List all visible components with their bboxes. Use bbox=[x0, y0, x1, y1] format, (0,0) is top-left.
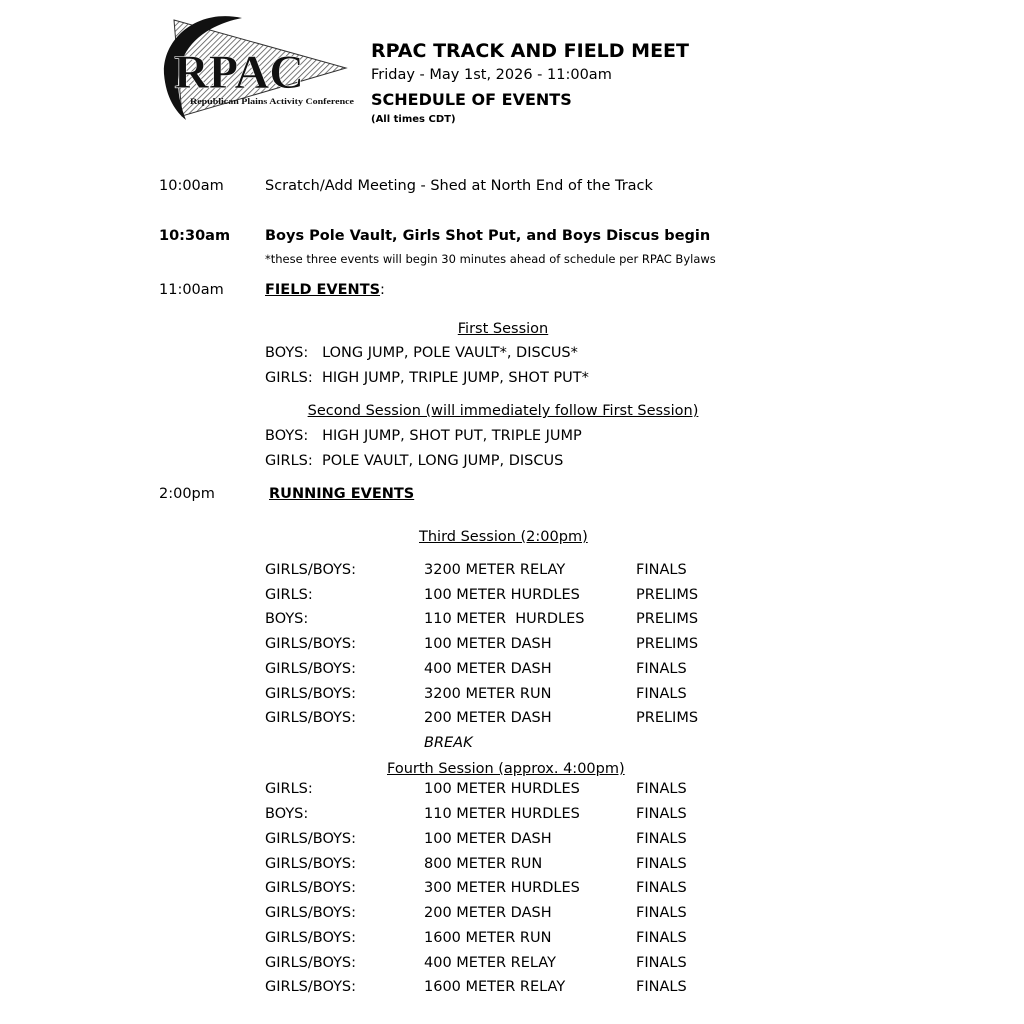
gender-cell: GIRLS: bbox=[265, 587, 313, 603]
round-cell: FINALS bbox=[636, 930, 687, 946]
round-cell: FINALS bbox=[636, 831, 687, 847]
time-10-30am: 10:30am bbox=[159, 228, 231, 244]
round-cell: FINALS bbox=[636, 661, 687, 677]
second-session-title: Second Session (will immediately follow First Session) bbox=[307, 403, 699, 419]
timezone-note: (All times CDT) bbox=[371, 114, 456, 125]
event-cell: 200 METER DASH bbox=[424, 905, 552, 921]
event-cell: 400 METER RELAY bbox=[424, 955, 556, 971]
first-session-title: First Session bbox=[457, 321, 549, 337]
event-cell: 400 METER DASH bbox=[424, 661, 552, 677]
gender-cell: GIRLS/BOYS: bbox=[265, 562, 357, 578]
event-cell: 100 METER HURDLES bbox=[424, 587, 580, 603]
fourth-session-title: Fourth Session (approx. 4:00pm) bbox=[387, 761, 625, 777]
scratch-meeting-text: Scratch/Add Meeting - Shed at North End of the Track bbox=[265, 178, 653, 194]
gender-cell: GIRLS/BOYS: bbox=[265, 955, 357, 971]
gender-cell: GIRLS/BOYS: bbox=[265, 686, 357, 702]
time-10-00am: 10:00am bbox=[159, 178, 224, 194]
gender-cell: GIRLS/BOYS: bbox=[265, 636, 357, 652]
logo-tagline: Republican Plains Activity Conference bbox=[190, 96, 355, 106]
event-cell: 3200 METER RUN bbox=[424, 686, 552, 702]
round-cell: FINALS bbox=[636, 880, 687, 896]
field-events-label: FIELD EVENTS bbox=[265, 282, 381, 298]
round-cell: FINALS bbox=[636, 562, 687, 578]
time-2-00pm: 2:00pm bbox=[159, 486, 215, 502]
running-events-heading: RUNNING EVENTS bbox=[269, 486, 415, 502]
break-label: BREAK bbox=[424, 735, 473, 751]
round-cell: PRELIMS bbox=[636, 710, 699, 726]
round-cell: FINALS bbox=[636, 905, 687, 921]
early-events-note: *these three events will begin 30 minutes ahead of schedule per RPAC Bylaws bbox=[265, 252, 716, 266]
logo-letters: RPAC bbox=[174, 46, 304, 99]
event-cell: 100 METER DASH bbox=[424, 636, 552, 652]
time-11-00am: 11:00am bbox=[159, 282, 224, 298]
second-session-girls: GIRLS: POLE VAULT, LONG JUMP, DISCUS bbox=[265, 453, 564, 469]
gender-cell: GIRLS/BOYS: bbox=[265, 930, 357, 946]
event-cell: 3200 METER RELAY bbox=[424, 562, 566, 578]
gender-cell: GIRLS/BOYS: bbox=[265, 661, 357, 677]
event-cell: 100 METER DASH bbox=[424, 831, 552, 847]
event-cell: 200 METER DASH bbox=[424, 710, 552, 726]
gender-cell: GIRLS/BOYS: bbox=[265, 831, 357, 847]
schedule-subtitle: SCHEDULE OF EVENTS bbox=[371, 90, 572, 109]
round-cell: PRELIMS bbox=[636, 611, 699, 627]
event-cell: 110 METER HURDLES bbox=[424, 611, 585, 627]
gender-cell: GIRLS/BOYS: bbox=[265, 856, 357, 872]
document-title: RPAC TRACK AND FIELD MEET bbox=[371, 40, 689, 62]
early-events-text: Boys Pole Vault, Girls Shot Put, and Boys Discus begin bbox=[265, 228, 711, 244]
event-cell: 100 METER HURDLES bbox=[424, 781, 580, 797]
second-session-boys: BOYS: HIGH JUMP, SHOT PUT, TRIPLE JUMP bbox=[265, 428, 582, 444]
gender-cell: GIRLS/BOYS: bbox=[265, 905, 357, 921]
round-cell: PRELIMS bbox=[636, 636, 699, 652]
round-cell: FINALS bbox=[636, 686, 687, 702]
round-cell: FINALS bbox=[636, 806, 687, 822]
first-session-boys: BOYS: LONG JUMP, POLE VAULT*, DISCUS* bbox=[265, 345, 578, 361]
first-session-girls: GIRLS: HIGH JUMP, TRIPLE JUMP, SHOT PUT* bbox=[265, 370, 589, 386]
rpac-logo bbox=[160, 12, 360, 124]
field-events-colon: : bbox=[380, 282, 385, 298]
round-cell: PRELIMS bbox=[636, 587, 699, 603]
gender-cell: BOYS: bbox=[265, 611, 309, 627]
event-cell: 110 METER HURDLES bbox=[424, 806, 580, 822]
gender-cell: BOYS: bbox=[265, 806, 309, 822]
round-cell: FINALS bbox=[636, 781, 687, 797]
logo-graphic bbox=[160, 12, 360, 124]
field-events-heading bbox=[265, 282, 385, 298]
third-session-title: Third Session (2:00pm) bbox=[419, 529, 588, 545]
gender-cell: GIRLS: bbox=[265, 781, 313, 797]
event-cell: 1600 METER RELAY bbox=[424, 979, 566, 995]
round-cell: FINALS bbox=[636, 955, 687, 971]
event-cell: 800 METER RUN bbox=[424, 856, 543, 872]
meet-date-line: Friday - May 1st, 2026 - 11:00am bbox=[371, 67, 612, 83]
event-cell: 300 METER HURDLES bbox=[424, 880, 580, 896]
gender-cell: GIRLS/BOYS: bbox=[265, 979, 357, 995]
event-cell: 1600 METER RUN bbox=[424, 930, 552, 946]
gender-cell: GIRLS/BOYS: bbox=[265, 880, 357, 896]
round-cell: FINALS bbox=[636, 979, 687, 995]
round-cell: FINALS bbox=[636, 856, 687, 872]
gender-cell: GIRLS/BOYS: bbox=[265, 710, 357, 726]
